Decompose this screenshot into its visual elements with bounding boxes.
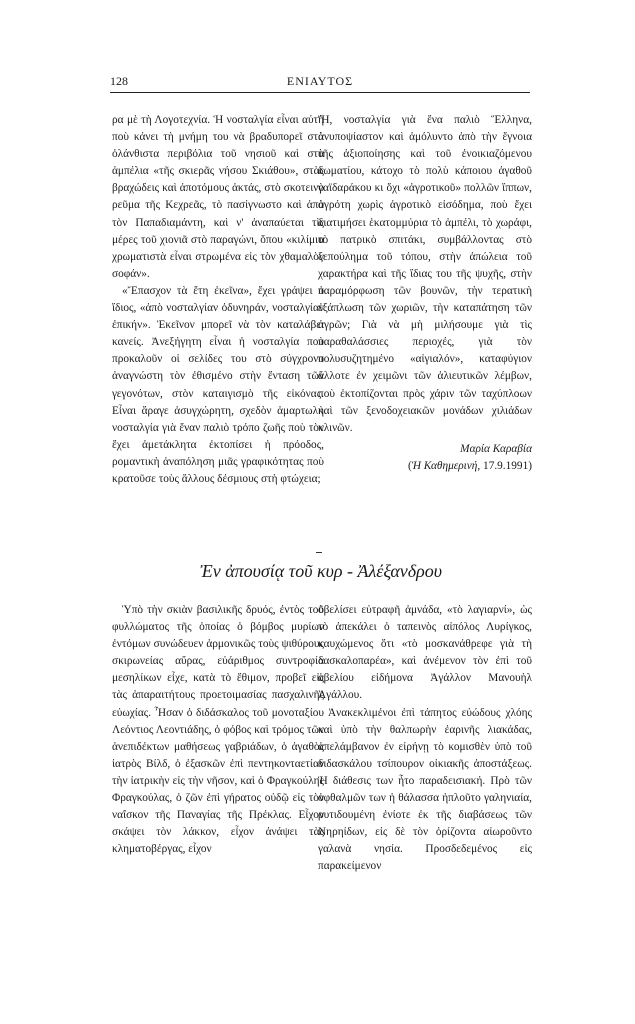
article2-column-left (112, 602, 324, 858)
paragraph: «Ἔπασχον τὰ ἔτη ἐκεῖνα», ἔχει γράψει ὁ ἴδιος, «ἀπὸ νοσταλγίαν ὀδυνηράν, νοσταλγίαν ἐπικήν». Ἐκεῖνον μπορεῖ νὰ τὸν καταλάβει κανείς. Ἀνεξήγητη εἶναι ἡ νοσταλγία ποὺ προκαλοῦν οἱ σελίδες του στὸ σύγχρονο ἀναγνώστη τὸν ἐθισμένο στὴν ἔνταση τῶν γεγονότων, στὸν καταιγισμὸ τῆς εἰκόνας. Εἶναι ἄραγε ἀσυγχώρητη, σχεδὸν ἁμαρτωλὴ νοσταλγία γιὰ ἕναν παλιὸ τρόπο ζωῆς ποὺ τὸν ἔχει ἀμετάκλητα ἐκτοπίσει ἡ πρόοδος, ρομαντικὴ ἀναπόληση μιᾶς γραφικότητας ποὺ κρατοῦσε τοὺς ἄλλους δέσμιους στὴ φτώχεια; (112, 284, 324, 485)
paragraph: Ἤ, νοσταλγία γιὰ ἕνα παλιὸ Ἕλληνα, ἀνυποψίαστον καὶ ἀμόλυντο ἀπὸ τὴν ἔγνοια τῆς ἀξιοποίησης καὶ τοῦ ἐνοικιαζόμενου δωματίου, κάτοχο τὸ πολὺ κάποιου ἀγαθοῦ γαϊδαράκου κι ὄχι «ἀγροτικοῦ» πολλῶν ἵππων, ἀγρότη χωρὶς ἀγροτικὸ εἰσόδημα, ποὺ ἔχει διατιμήσει ἑκατομμύρια τὸ ἀμπέλι, τὸ χωράφι, τὸ πατρικὸ σπιτάκι, συμβάλλοντας στὸ ξεπούλημα τοῦ τόπου, στὴν ἀπώλεια τοῦ χαρακτήρα καὶ τῆς ἴδιας του τῆς ψυχῆς, στὴν παραμόρφωση τῶν βουνῶν, τὴν τερατικὴ ἐξάπλωση τῶν χωριῶν, τὴν καταπάτηση τῶν ἀγρῶν; Γιὰ νὰ μὴ μιλήσουμε γιὰ τὶς παραθαλάσσιες περιοχές, γιὰ τὸν πολυσυζητημένο «αἰγιαλόν», καταφύγιον ἄλλοτε ἐν χειμῶνι τῶν ἁλιευτικῶν λέμβων, ποὺ ἐκτοπίζονται πρὸς χάριν τῶν ταχύπλοων καὶ τῶν ξενοδοχειακῶν μονάδων χιλιάδων κλινῶν. (318, 114, 532, 434)
source-open: ( (407, 459, 412, 472)
paragraph: Ἀνακεκλιμένοι ἐπὶ τάπητος εὐώδους χλόης καὶ ὑπὸ τὴν θαλπωρὴν ἐαρινῆς λιακάδας, ἀπελάμβανον ἐν εἰρήνῃ τὸ κομισθὲν ὑπὸ τοῦ διδασκάλου τσίπουρον οἰκιακῆς ἀποστάξεως. Ἡ διάθεσις των ἦτο παραδεισιακή. Πρὸ τῶν ὀφθαλμῶν των ἡ θάλασσα ἡπλοῦτο γαληνιαία, ρυτιδουμένη ἐνίοτε ἐκ τῆς διαβάσεως τῶν Νηρηίδων, εἰς δὲ τὸν ὁρίζοντα αἰωροῦντο γαλανὰ νησία. Προσδεδεμένος εἰς παρακείμενον (318, 706, 532, 873)
article1-column-right (318, 112, 532, 475)
source-newspaper: Ἡ Καθημερινή (411, 459, 478, 472)
source-citation (318, 458, 532, 475)
article-title: Ἐν ἀπουσίᾳ τοῦ κυρ - Ἀλέξανδρου (199, 561, 443, 581)
page-header (110, 70, 530, 93)
paragraph: ρα μὲ τὴ Λογοτεχνία. Ἡ νοσταλγία εἶναι αὐτὴ ποὺ κάνει τὴ μνήμη του νὰ βραδυπορεῖ στὰ ὀλάνθιστα περιβόλια τοῦ νησιοῦ καὶ στὰ ἀμπέλια «τῆς σκιερᾶς νήσου Σκιάθου», στὰς βραχώδεις καὶ ἀποτόμους ἀκτάς, στὸ σκοτεινὸ ρεῦμα τῆς Κεχρεᾶς, τὸ πασίγνωστο καὶ ἀπὸ τὸν Παπαδιαμάντη, καὶ ν' ἀναπαύεται τὶς μέρες τοῦ χιονιᾶ στὸ παραγώνι, ὅπου «κιλίμια χρωματιστὰ εἶναι στρωμένα εἰς τὸν χθαμαλὸν σοφάν». (112, 114, 324, 280)
author-signature: Μαρία Καραβία (460, 442, 532, 455)
paragraph: ὀβελίσει εὐτραφῆ ἀμνάδα, «τὸ λαγιαρνί», ὡς τὸ ἀπεκάλει ὁ ταπεινὸς αἰπόλος Λυρίγκος, καυχώμενος ὅτι «τὸ μοσκανάθρεφε γιὰ τὴ δασκαλοπαρέα», καὶ ἀνέμενον τὸν ἐπὶ τοῦ ὀβελίου εἰδήμονα Ἀγάλλον Μανουὴλ Ἀγάλλου. (318, 604, 532, 702)
paragraph: Ὑπὸ τὴν σκιὰν βασιλικῆς δρυός, ἐντὸς τοῦ φυλλώματος τῆς ὁποίας ὁ βόμβος μυρίων ἐντόμων συνώδευεν ἁρμονικῶς τοὺς ψιθύρους σκιρωνείας αὔρας, εὐάριθμος συντροφία μεσηλίκων εἶχε, κατὰ τὸ ἔθιμον, προβεῖ εἰς τὰς ἀπαραιτήτους προετοιμασίας πασχαλινῆς εὐωχίας. Ἦσαν ὁ διδάσκαλος τοῦ μονοταξίου Λεόντιος Λεοντιάδης, ὁ φόβος καὶ τρόμος τῶν ἀνεπιδέκτων μαθήσεως γαβριάδων, ὁ ἀγαθὸς ἰατρὸς Βίλδ, ὁ ἐξασκῶν ἐπὶ πεντηκονταετίαν τὴν ἰατρικὴν εἰς τὴν νῆσον, καὶ ὁ Φραγκούλης Φραγκούλας, ὁ ζῶν ἐπὶ γήρατος οὐδῷ εἰς τὸν ναΐσκον τῆς Παναγίας τῆς Πρέκλας. Εἶχον σκάψει τὸν λάκκον, εἶχον ἀνάψει τὰς κληματοβέργας, εἶχον (112, 604, 324, 856)
source-date: , 17.9.1991) (477, 459, 532, 472)
running-title: ΕΝΙΑΥΤΟΣ (286, 74, 354, 88)
article1-column-left (112, 112, 324, 488)
section-divider (316, 552, 322, 553)
page-number: 128 (110, 74, 128, 88)
article2-column-right (318, 602, 532, 876)
